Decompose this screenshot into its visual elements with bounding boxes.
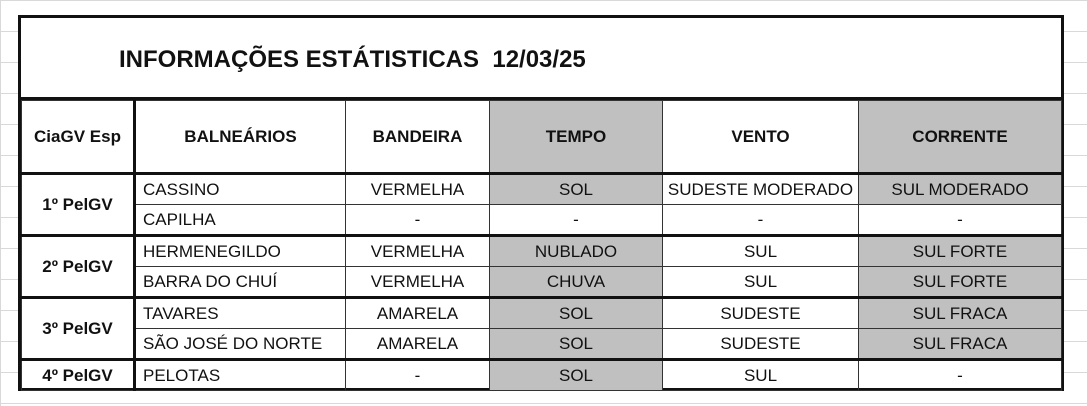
header-vento: VENTO (663, 101, 859, 174)
cell-corrente: SUL FORTE (859, 236, 1062, 267)
cell-corrente: SUL FRACA (859, 329, 1062, 360)
cell-bandeira: VERMELHA (346, 267, 490, 298)
cell-bandeira: VERMELHA (346, 174, 490, 205)
table-row (22, 267, 1062, 298)
cell-bandeira: AMARELA (346, 329, 490, 360)
cell-corrente: - (859, 360, 1062, 391)
cell-tempo: NUBLADO (490, 236, 663, 267)
cell-balneario: SÃO JOSÉ DO NORTE (135, 329, 346, 360)
cell-corrente: SUL FORTE (859, 267, 1062, 298)
cell-tempo: SOL (490, 360, 663, 391)
header-ciagv: CiaGV Esp (22, 101, 135, 174)
cell-vento: SUDESTE (663, 298, 859, 329)
page-title: INFORMAÇÕES ESTÁTISTICAS 12/03/25 (119, 46, 586, 73)
group-label: 4º PelGV (22, 360, 135, 391)
title-row (21, 18, 1061, 100)
group-label: 2º PelGV (22, 236, 135, 298)
cell-vento: SUDESTE MODERADO (663, 174, 859, 205)
header-row (22, 101, 1062, 174)
header-corrente: CORRENTE (859, 101, 1062, 174)
cell-bandeira: AMARELA (346, 298, 490, 329)
cell-corrente: SUL MODERADO (859, 174, 1062, 205)
cell-tempo: SOL (490, 298, 663, 329)
header-bandeira: BANDEIRA (346, 101, 490, 174)
table-row (22, 360, 1062, 391)
cell-tempo: - (490, 205, 663, 236)
table-body (22, 174, 1062, 391)
cell-corrente: SUL FRACA (859, 298, 1062, 329)
cell-corrente: - (859, 205, 1062, 236)
cell-bandeira: - (346, 360, 490, 391)
cell-balneario: CASSINO (135, 174, 346, 205)
cell-bandeira: - (346, 205, 490, 236)
table-row (22, 236, 1062, 267)
table-row (22, 329, 1062, 360)
cell-balneario: CAPILHA (135, 205, 346, 236)
group-label: 3º PelGV (22, 298, 135, 360)
table-row (22, 298, 1062, 329)
cell-vento: SUDESTE (663, 329, 859, 360)
cell-vento: SUL (663, 360, 859, 391)
cell-tempo: CHUVA (490, 267, 663, 298)
cell-balneario: PELOTAS (135, 360, 346, 391)
cell-tempo: SOL (490, 174, 663, 205)
cell-bandeira: VERMELHA (346, 236, 490, 267)
cell-vento: SUL (663, 267, 859, 298)
cell-tempo: SOL (490, 329, 663, 360)
cell-balneario: TAVARES (135, 298, 346, 329)
header-tempo: TEMPO (490, 101, 663, 174)
table-row (22, 205, 1062, 236)
cell-vento: SUL (663, 236, 859, 267)
header-balnearios: BALNEÁRIOS (135, 101, 346, 174)
statistics-table (21, 100, 1062, 391)
cell-vento: - (663, 205, 859, 236)
cell-balneario: HERMENEGILDO (135, 236, 346, 267)
cell-balneario: BARRA DO CHUÍ (135, 267, 346, 298)
group-label: 1º PelGV (22, 174, 135, 236)
statistics-sheet (18, 15, 1064, 391)
table-row (22, 174, 1062, 205)
